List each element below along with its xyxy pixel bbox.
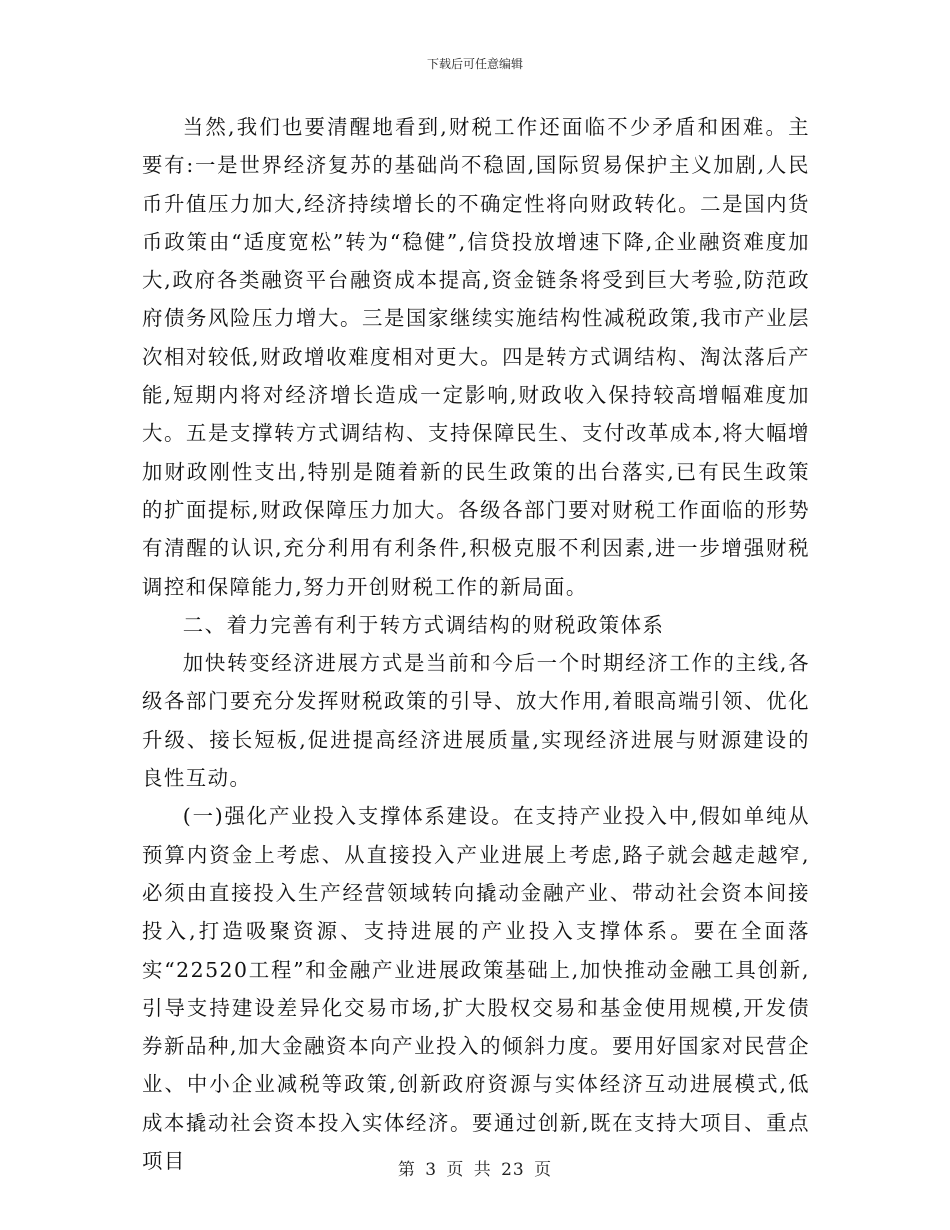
footer-page-unit: 页 (446, 1160, 465, 1180)
footer-total-unit: 页 (534, 1160, 553, 1180)
page-number: 3 (425, 1160, 438, 1180)
section-heading: 二、着力完善有利于转方式调结构的财税政策体系 (182, 612, 665, 637)
paragraph-main-line: 加快转变经济进展方式是当前和今后一个时期经济工作的主线,各级各部门要充分发挥财税政策的引导、放大作用,着眼高端引领、优化升级、接长短板,促进提高经济进展质量,实现经济进展与财源建设的良性互动。 (142, 651, 810, 791)
page-header: 下载后可任意编辑 (426, 57, 523, 71)
total-pages: 23 (501, 1160, 525, 1180)
page-footer (0, 1155, 950, 1180)
paragraph-industry-investment: (一)强化产业投入支撑体系建设。在支持产业投入中,假如单纯从预算内资金上考虑、从直接投入产业进展上考虑,路子就会越走越窄,必须由直接投入生产经营领域转向撬动金融产业、带动社会资本间接投入,打造吸聚资源、支持进展的产业投入支撑体系。要在全面落实“22520工程”和金融产业进展政策基础上,加快推动金融工具创新,引导支持建设差异化交易市场,扩大股权交易和基金使用规模,开发债券新品种,加大金融资本向产业投入的倾斜力度。要用好国家对民营企业、中小企业减税等政策,创新政府资源与实体经济互动进展模式,低成本撬动社会资本投入实体经济。要通过创新,既在支持大项目、重点项目 (142, 804, 810, 1174)
paragraph-difficulties: 当然,我们也要清醒地看到,财税工作还面临不少矛盾和困难。主要有:一是世界经济复苏的基础尚不稳固,国际贸易保护主义加剧,人民币升值压力加大,经济持续增长的不确定性将向财政转化。二是国内货币政策由“适度宽松”转为“稳健”,信贷投放增速下降,企业融资难度加大,政府各类融资平台融资成本提高,资金链条将受到巨大考验,防范政府债务风险压力增大。三是国家继续实施结构性减税政策,我市产业层次相对较低,财政增收难度相对更大。四是转方式调结构、淘汰落后产能,短期内将对经济增长造成一定影响,财政收入保持较高增幅难度加大。五是支撑转方式调结构、支持保障民生、支付改革成本,将大幅增加财政刚性支出,特别是随着新的民生政策的出台落实,已有民生政策的扩面提标,财政保障压力加大。各级各部门要对财税工作面临的形势有清醒的认识,充分利用有利条件,积极克服不利因素,进一步增强财税调控和保障能力,努力开创财税工作的新局面。 (142, 115, 810, 599)
footer-page-word: 第 (397, 1160, 416, 1180)
footer-total-word: 共 (473, 1160, 492, 1180)
document-body (142, 108, 810, 1180)
